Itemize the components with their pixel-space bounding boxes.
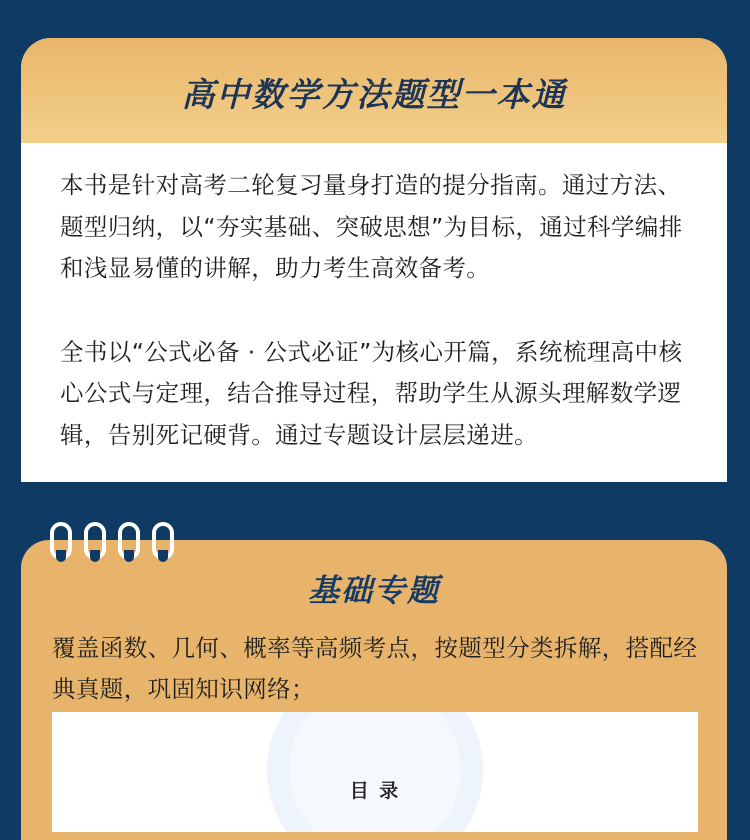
intro-paragraph-2: 全书以“公式必备 · 公式必证”为核心开篇，系统梳理高中核心公式与定理，结合推导过程，帮助学生从源头理解数学逻辑，告别死记硬背。通过专题设计层层递进。	[60, 337, 683, 449]
basic-topic-card	[21, 540, 727, 840]
basic-topic-title: 基础专题	[308, 573, 440, 609]
intro-body	[21, 143, 727, 456]
preview-circle-decoration-inner	[289, 712, 461, 832]
contents-page-preview	[52, 712, 698, 832]
intro-title: 高中数学方法题型一本通	[181, 75, 567, 114]
binder-ring-icon	[84, 522, 106, 560]
contents-title: 目 录	[349, 780, 401, 802]
binder-ring-icon	[50, 522, 72, 560]
intro-paragraph-1: 本书是针对高考二轮复习量身打造的提分指南。通过方法、题型归纳，以“夯实基础、突破思想”为目标，通过科学编排和浅显易懂的讲解，助力考生高效备考。	[60, 171, 683, 282]
basic-topic-description: 覆盖函数、几何、概率等高频考点，按题型分类拆解，搭配经典真题，巩固知识网络；	[52, 634, 698, 703]
binder-rings	[48, 522, 178, 566]
binder-ring-icon	[152, 522, 174, 560]
intro-card-header	[21, 38, 727, 143]
binder-ring-icon	[118, 522, 140, 560]
intro-card	[21, 38, 727, 482]
